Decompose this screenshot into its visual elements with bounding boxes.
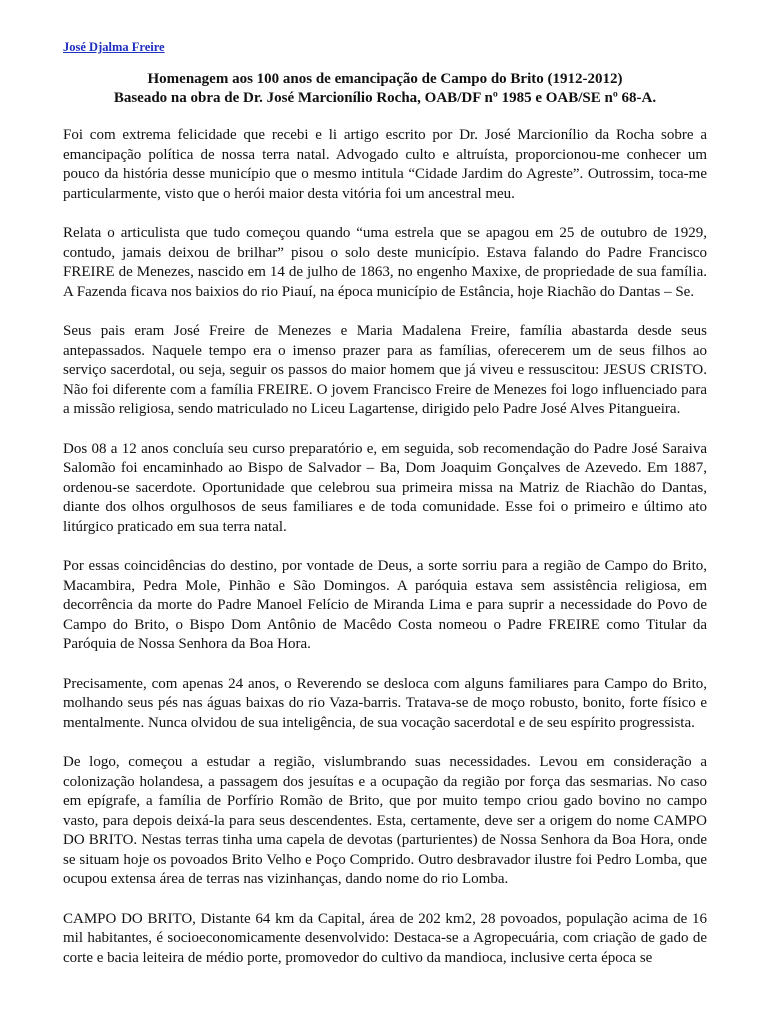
paragraph-3: Seus pais eram José Freire de Menezes e Maria Madalena Freire, família abastarda desde seus antepassados. Naquele tempo era o imenso prazer para as famílias, oferecerem um de seus filhos ao serviço sacerdotal, ou seja, seguir os passos do maior homem que já viveu e ressuscitou: JESUS CRISTO. Não foi diferente com a família FREIRE. O jovem Francisco Freire de Menezes foi logo influenciado para a missão religiosa, sendo matriculado no Liceu Lagartense, dirigido pelo Padre José Alves Pitangueira. xyxy=(63,323,707,417)
document-page xyxy=(63,38,707,988)
document-title xyxy=(63,70,707,108)
article-body xyxy=(63,126,707,968)
paragraph-1: Foi com extrema felicidade que recebi e li artigo escrito por Dr. José Marcionílio da Rocha sobre a emancipação política de nossa terra natal. Advogado culto e altruísta, proporcionou-me conhecer um pouco da história desse município que o mesmo intitula “Cidade Jardim do Agreste”. Outrossim, toca-me particularmente, visto que o herói maior desta vitória foi um ancestral meu. xyxy=(63,127,707,202)
paragraph-8: CAMPO DO BRITO, Distante 64 km da Capital, área de 202 km2, 28 povoados, população acima de 16 mil habitantes, é socioeconomicamente desenvolvido: Destaca-se a Agropecuária, com criação de gado de corte e bacia leiteira de médio porte, promovedor do cultivo da mandioca, inclusive certa época se xyxy=(63,910,707,966)
paragraph-6: Precisamente, com apenas 24 anos, o Reverendo se desloca com alguns familiares para Campo do Brito, molhando seus pés nas águas baixas do rio Vaza-barris. Tratava-se de moço robusto, bonito, forte físico e mentalmente. Nunca olvidou de sua inteligência, de sua vocação sacerdotal e de seu espírito progressista. xyxy=(63,675,707,731)
paragraph-7: De logo, começou a estudar a região, vislumbrando suas necessidades. Levou em consideração a colonização holandesa, a passagem dos jesuítas e a ocupação da região por força das sesmarias. No caso em epígrafe, a família de Porfírio Romão de Brito, que por muito tempo criou gado bovino no campo vasto, para depois deixá-la para seus descendentes. Esta, certamente, deve ser a origem do nome CAMPO DO BRITO. Nestas terras tinha uma capela de devotas (parturientes) de Nossa Senhora da Boa Hora, onde se situam hoje os povoados Brito Velho e Poço Comprido. Outro desbravador ilustre foi Pedro Lomba, que ocupou extensa área de terras nas vizinhanças, dando nome do rio Lomba. xyxy=(63,754,707,887)
paragraph-4: Dos 08 a 12 anos concluía seu curso preparatório e, em seguida, sob recomendação do Padre José Saraiva Salomão foi encaminhado ao Bispo de Salvador – Ba, Dom Joaquim Gonçalves de Azevedo. Em 1887, ordenou-se sacerdote. Oportunidade que celebrou sua primeira missa na Matriz de Riachão do Dantas, diante dos olhos orgulhosos de seus familiares e de toda comunidade. Esse foi o primeiro e último ato litúrgico praticado em sua terra natal. xyxy=(63,440,707,535)
author-link[interactable]: José Djalma Freire xyxy=(63,40,165,54)
title-line-1: Homenagem aos 100 anos de emancipação de Campo do Brito (1912-2012) xyxy=(147,71,623,87)
paragraph-5: Por essas coincidências do destino, por vontade de Deus, a sorte sorriu para a região de Campo do Brito, Macambira, Pedra Mole, Pinhão e São Domingos. A paróquia estava sem assistência religiosa, em decorrência da morte do Padre Manoel Felício de Miranda Lima e para suprir a necessidade do Povo de Campo do Brito, o Bispo Dom Antônio de Macêdo Costa nomeou o Padre FREIRE como Titular da Paróquia de Nossa Senhora da Boa Hora. xyxy=(63,558,707,652)
paragraph-2: Relata o articulista que tudo começou quando “uma estrela que se apagou em 25 de outubro de 1929, contudo, jamais deixou de brilhar” pisou o solo deste município. Estava falando do Padre Francisco FREIRE de Menezes, nascido em 14 de julho de 1863, no engenho Maxixe, de propriedade de sua família. A Fazenda ficava nos baixios do rio Piauí, na época município de Estância, hoje Riachão do Dantas – Se. xyxy=(63,225,707,300)
title-line-2: Baseado na obra de Dr. José Marcionílio Rocha, OAB/DF nº 1985 e OAB/SE nº 68-A. xyxy=(113,90,657,106)
